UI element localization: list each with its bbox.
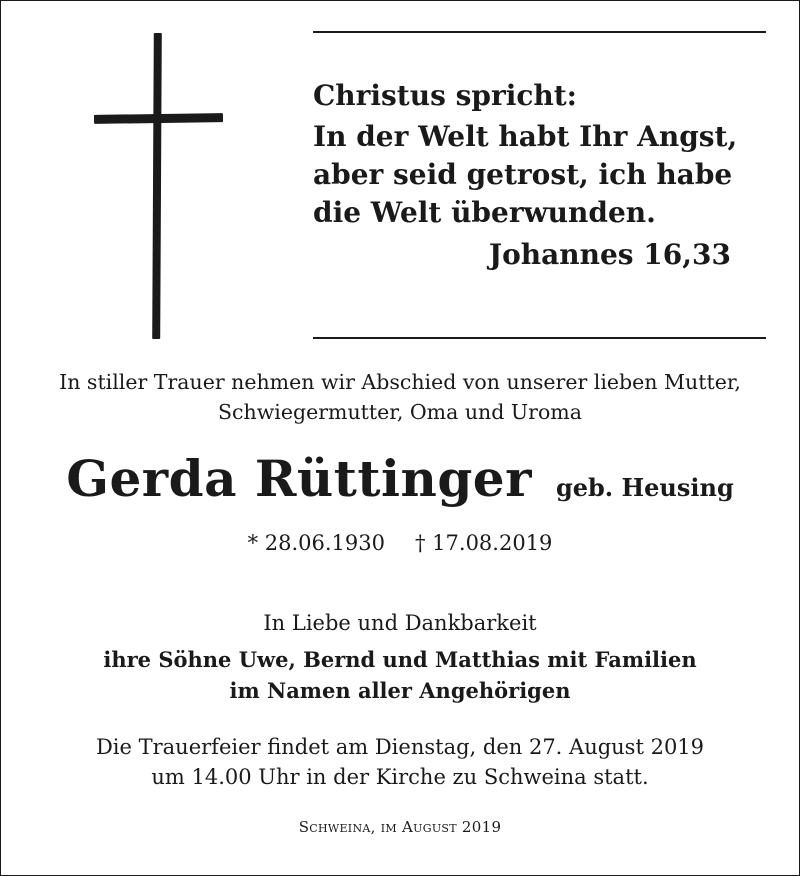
verse-line: aber seid getrost, ich habe <box>313 158 733 191</box>
ceremony-line: Die Trauerfeier findet am Dienstag, den 27. August 2019 <box>95 735 705 759</box>
mourners-line: im Namen aller Angehörigen <box>229 678 571 703</box>
mourners-intro: In Liebe und Dankbarkeit <box>263 611 537 635</box>
verse-line: die Welt überwunden. <box>313 196 656 229</box>
deceased-name: Gerda Rüttinger <box>66 449 532 508</box>
announcement-line: In stiller Trauer nehmen wir Abschied von unserer lieben Mutter, <box>59 370 741 394</box>
deceased-name-row <box>1 449 799 508</box>
bible-verse <box>313 77 753 274</box>
mourning-announcement <box>1 367 799 427</box>
cross-vertical-beam <box>152 33 162 339</box>
announcement-line: Schwiegermutter, Oma und Uroma <box>218 400 582 424</box>
birth-date: * 28.06.1930 <box>247 531 385 555</box>
mourners-list <box>1 644 799 706</box>
cross-horizontal-beam <box>94 113 223 124</box>
mourners-line: ihre Söhne Uwe, Bernd und Matthias mit Familien <box>103 647 697 672</box>
death-date: † 17.08.2019 <box>415 531 553 555</box>
verse-line: In der Welt habt Ihr Angst, <box>313 120 738 153</box>
ceremony-line: um 14.00 Uhr in der Kirche zu Schweina statt. <box>151 765 649 789</box>
life-dates <box>1 531 799 555</box>
birth-name: geb. Heusing <box>555 473 734 502</box>
funeral-service-info <box>1 732 799 792</box>
place-and-date: Schweina, im August 2019 <box>298 818 502 836</box>
verse-intro: Christus spricht: <box>313 79 578 112</box>
verse-reference: Johannes 16,33 <box>488 238 731 271</box>
top-divider <box>313 31 766 33</box>
bottom-divider <box>313 337 766 339</box>
